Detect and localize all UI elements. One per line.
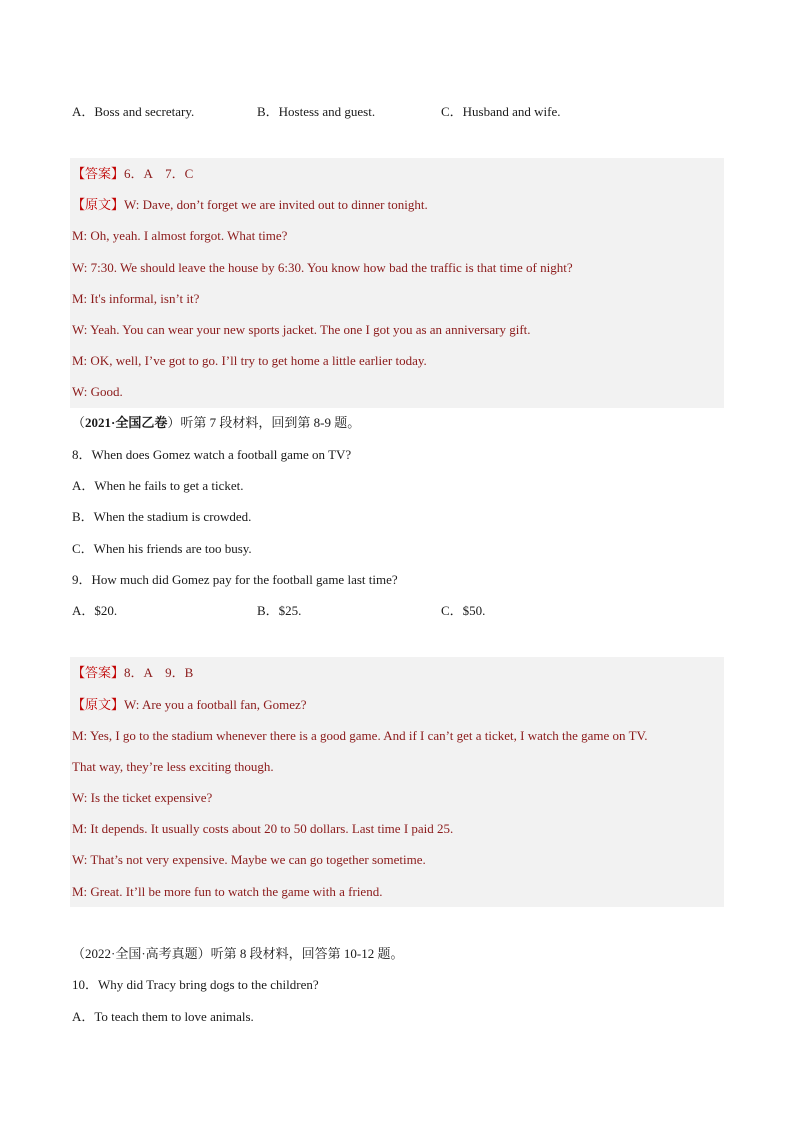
section-heading-7 — [72, 414, 360, 432]
question-8-stem: 8．When does Gomez watch a football game on TV? — [72, 447, 352, 462]
question-10-option-a: A．To teach them to love animals. — [72, 1009, 254, 1024]
dialogue-line: That way, they’re less exciting though. — [72, 759, 274, 774]
original-tag: 【原文】 — [72, 197, 125, 212]
answer-key: 8．A 9．B — [124, 665, 194, 680]
q7-option-a: A．Boss and secretary. — [72, 104, 195, 119]
dialogue-line: W: Are you a football fan, Gomez? — [124, 697, 307, 712]
dialogue-line: W: That’s not very expensive. Maybe we can go together sometime. — [72, 852, 426, 867]
question-8-option-a: A．When he fails to get a ticket. — [72, 478, 244, 493]
dialogue-line: M: Yes, I go to the stadium whenever there is a good game. And if I can’t get a ticket, I watch the game on TV. — [72, 728, 648, 743]
question-9-option-c: C．$50. — [441, 603, 486, 618]
dialogue-line: W: Good. — [72, 384, 123, 399]
answer-tag: 【答案】 — [72, 166, 125, 181]
dialogue-line: W: Yeah. You can wear your new sports jacket. The one I got you as an anniversary gift. — [72, 322, 531, 337]
dialogue-line: M: Oh, yeah. I almost forgot. What time? — [72, 228, 288, 243]
dialogue-line: M: OK, well, I’ve got to go. I’ll try to get home a little earlier today. — [72, 353, 427, 368]
answer-tag: 【答案】 — [72, 665, 125, 680]
dialogue-line: M: It depends. It usually costs about 20 to 50 dollars. Last time I paid 25. — [72, 821, 454, 836]
q7-option-c: C．Husband and wife. — [441, 104, 561, 119]
dialogue-line: M: Great. It’ll be more fun to watch the game with a friend. — [72, 884, 383, 899]
section-source: 2021·全国乙卷 — [85, 415, 168, 430]
answer-key: 6．A 7．C — [124, 166, 194, 181]
answer-line-1 — [72, 165, 193, 183]
dialogue-line: W: Dave, don’t forget we are invited out to dinner tonight. — [124, 197, 428, 212]
section-suffix: ）听第 7 段材料，回到第 8-9 题。 — [167, 415, 361, 430]
answer-block-2-background — [70, 657, 724, 907]
question-8-option-c: C．When his friends are too busy. — [72, 541, 252, 556]
section-heading-8: （2022·全国·高考真题）听第 8 段材料，回答第 10-12 题。 — [72, 946, 404, 961]
dialogue-line: W: 7:30. We should leave the house by 6:30. You know how bad the traffic is that time of night? — [72, 260, 573, 275]
original-tag: 【原文】 — [72, 697, 125, 712]
question-10-stem: 10．Why did Tracy bring dogs to the children? — [72, 977, 319, 992]
dialogue-line: W: Is the ticket expensive? — [72, 790, 213, 805]
question-9-stem: 9．How much did Gomez pay for the football game last time? — [72, 572, 398, 587]
answer-line-2 — [72, 664, 193, 682]
question-9-option-a: A．$20. — [72, 603, 118, 618]
question-8-option-b: B．When the stadium is crowded. — [72, 509, 252, 524]
original-line-2 — [72, 696, 307, 714]
section-prefix: （ — [72, 415, 86, 430]
q7-option-b: B．Hostess and guest. — [257, 104, 376, 119]
original-line-1 — [72, 196, 428, 214]
dialogue-line: M: It's informal, isn’t it? — [72, 291, 200, 306]
question-9-option-b: B．$25. — [257, 603, 302, 618]
